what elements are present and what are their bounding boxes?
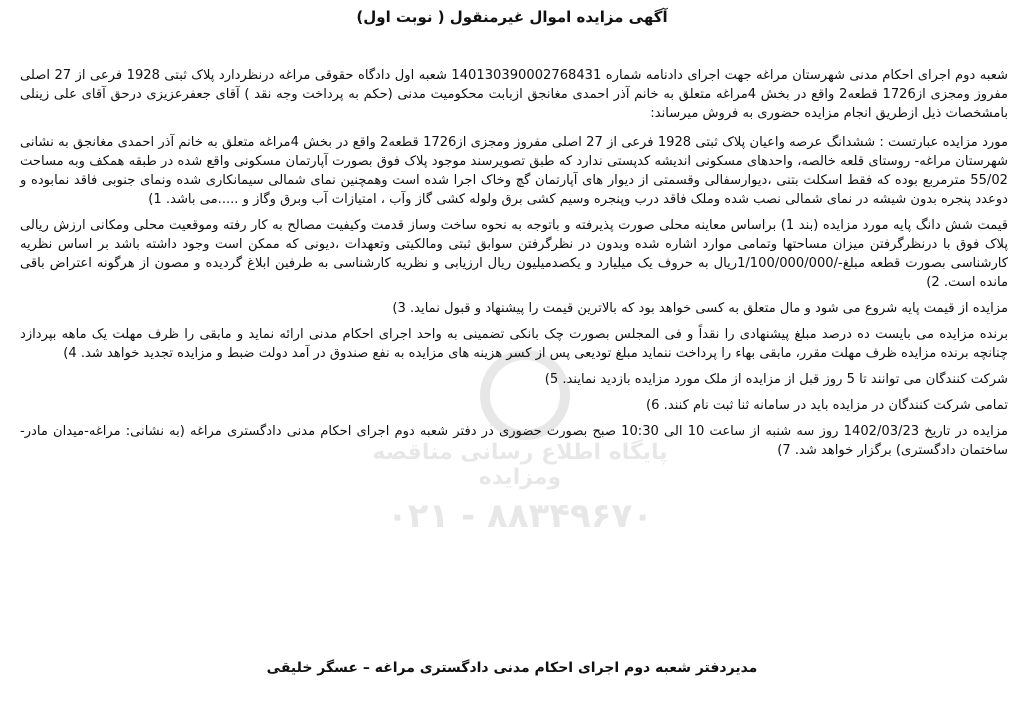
item-5-text: شرکت کنندگان می توانند تا 5 روز قبل از مزایده از ملک مورد مزایده بازدید نمایند. — [562, 372, 1008, 387]
list-item — [20, 216, 1008, 292]
watermark-name: پایگاه اطلاع رسانی مناقصه ومزایده — [372, 440, 668, 490]
list-item — [20, 370, 1008, 389]
notice-title: آگهی مزایده اموال غیرمنقول ( نوبت اول) — [356, 8, 668, 26]
item-6-text: تمامی شرکت کنندگان در مزایده باید در سامانه ثنا ثبت نام کنند. — [663, 398, 1008, 413]
item-6-number: 6) — [646, 398, 660, 413]
item-2-number: 2) — [926, 275, 940, 290]
item-4-number: 4) — [63, 346, 77, 361]
item-1-number: 1) — [148, 192, 162, 207]
intro-paragraph: شعبه دوم اجرای احکام مدنی شهرستان مراغه جهت اجرای دادنامه شماره 140130390002768431 شعبه اول دادگاه حقوقی مراغه درنظردارد پلاک ثبتی 1928 فرعی از 27 اصلی مفروز ومجزی از1726 قطعه2 واقع در بخش 4مراغه متعلق به خانم آذر احمدی مغانجق ازبابت محکومیت مدنی (حکم به پرداخت وجه نقد ) آقای جعفرعزیزی درحق آقای علی زینلی بامشخصات ذیل ازطریق انجام مزایده حضوری به فروش میرساند: — [20, 68, 1008, 121]
item-4-text: برنده مزایده می بایست ده درصد مبلغ پیشنهادی را نقداً و فی المجلس بصورت چک بانکی تضمینی به واحد اجرای احکام مدنی ارائه نماید و مابقی را ظرف مهلت یک ماهه بپردازد چنانچه برنده مزایده ظرف مهلت مقرر، مابقی بهاء را پرداخت ننماید مبلغ تودیعی پس از کسر هزینه های مزایده به نفع صندوق در آمد دولت ضبط و مزایده تجدید خواهد شد. — [20, 327, 1008, 361]
item-7-text: مزایده در تاریخ 1402/03/23 روز سه شنبه از ساعت 10 الی 10:30 صبح بصورت حضوری در دفتر شعبه دوم اجرای احکام مدنی دادگستری مراغه (به نشانی: مراغه-میدان مادر-ساختمان دادگستری) برگزار خواهد شد. — [20, 424, 1009, 458]
item-2-text: قیمت شش دانگ پایه مورد مزایده (بند 1) براساس معاینه محلی صورت پذیرفته و باتوجه به نحوه ساخت وساز قدمت وکیفیت مصالح به کار رفته وموقعیت محلی ومکانی ارزش ریالی پلاک فوق با درنظرگرفتن میزان مساحتها وتمامی موارد اشاره شده وبدون در نظرگرفتن سوابق ثبتی ومالکیتی وتعهدات ،دیونی که ممکن است وجود داشته باشد بر اساس نظریه کارشناسی بصورت قطعه مبلغ-/1/100/000/000ریال به حروف یک میلیارد و یکصدمیلیون ریال ارزیابی و نظریه کارشناسی به طرفین ابلاغ گردیده و مصون از هرگونه اعتراض باقی مانده است. — [20, 218, 1008, 290]
list-item — [20, 325, 1008, 363]
item-3-text: مزایده از قیمت پایه شروع می شود و مال متعلق به کسی خواهد بود که بالاترین قیمت را پیشنهاد و قبول نماید. — [410, 301, 1008, 316]
item-3-number: 3) — [392, 301, 406, 316]
list-item — [20, 133, 1008, 209]
item-1-text: مورد مزایده عبارتست : ششدانگ عرصه واعیان پلاک ثبتی 1928 فرعی از 27 اصلی مفروز ومجزی از1726 قطعه2 واقع در بخش 4مراغه متعلق به خانم آذر احمدی مغانجق به نشانی شهرستان مراغه- روستای قلعه خالصه، واحدهای مسکونی اندیشه کدپستی ندارد که طبق تصویرسند موجود پلاک فوق بصورت آپارتمان مسکونی واقع شده در طبقه همکف وبه مساحت 55/02 مترمربع بوده که فقط اسکلت بتنی ،دیوارسفالی وقسمتی از دیوار های آپارتمان گچ وخاک اجرا شده است وهمچنین نمای شمالی سیمانکاری شده ونمای جنوبی فاقد نمابوده و دوعدد پنجره بدون شیشه در نمای شمالی نصب شده وملک فاقد درب وپنجره وسیم کشی برق ولوله کشی گاز وآب ، امتیازات آب وبرق وگاز و .....می باشد. — [20, 135, 1009, 207]
item-5-number: 5) — [544, 372, 559, 387]
signature-line: مدیردفتر شعبه دوم اجرای احکام مدنی دادگستری مراغه – عسگر خلیقی — [266, 660, 758, 676]
watermark-phone: ۰۲۱ - ۸۸۳۴۹۶۷۰ — [386, 496, 654, 536]
list-item — [20, 422, 1008, 460]
list-item — [20, 396, 1008, 415]
list-item — [20, 299, 1008, 318]
notice-body — [20, 66, 1008, 467]
item-7-number: 7) — [777, 443, 791, 458]
